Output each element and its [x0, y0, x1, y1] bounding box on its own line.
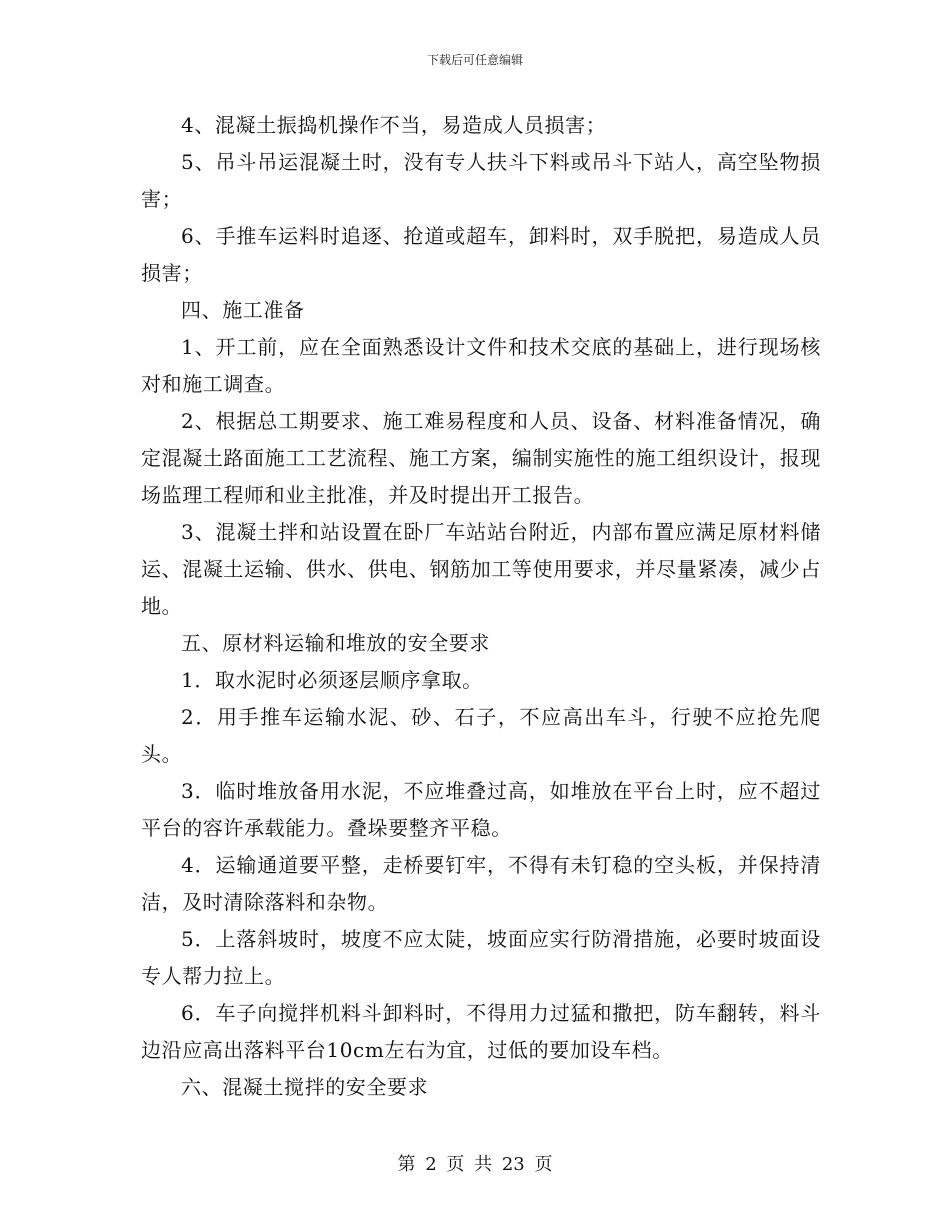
paragraph: 1．取水泥时必须逐层顺序拿取。 — [181, 668, 483, 692]
paragraph: 2．用手推车运输水泥、砂、石子，不应高出车斗，行驶不应抢先爬头。 — [141, 705, 821, 766]
paragraph: 6．车子向搅拌机料斗卸料时，不得用力过猛和撒把，防车翻转，料斗边沿应高出落料平台10cm左右为宜，过低的要加设车档。 — [141, 1001, 821, 1062]
paragraph: 4、混凝土振捣机操作不当，易造成人员损害； — [181, 113, 607, 137]
paragraph: 5．上落斜坡时，坡度不应太陡，坡面应实行防滑措施，必要时坡面设专人帮力拉上。 — [141, 927, 821, 988]
paragraph: 4．运输通道要平整，走桥要钉牢，不得有未钉稳的空头板，并保持清洁，及时清除落料和杂物。 — [141, 853, 821, 914]
section-heading: 四、施工准备 — [181, 298, 305, 322]
section-heading: 五、原材料运输和堆放的安全要求 — [181, 631, 490, 655]
page-header: 下载后可任意编辑 — [426, 53, 523, 67]
paragraph: 5、吊斗吊运混凝土时，没有专人扶斗下料或吊斗下站人，高空坠物损害； — [141, 150, 821, 211]
paragraph: 3、混凝土拌和站设置在卧厂车站站台附近，内部布置应满足原材料储运、混凝土运输、供水、供电、钢筋加工等使用要求，并尽量紧凑，减少占地。 — [141, 520, 821, 618]
section-heading: 六、混凝土搅拌的安全要求 — [181, 1075, 429, 1099]
paragraph: 3．临时堆放备用水泥，不应堆叠过高，如堆放在平台上时，应不超过平台的容许承载能力。叠垛要整齐平稳。 — [141, 779, 821, 840]
paragraph: 6、手推车运料时追逐、抢道或超车，卸料时，双手脱把，易造成人员损害； — [141, 224, 821, 285]
page-footer: 第 2 页 共 23 页 — [397, 1154, 553, 1175]
paragraph: 1、开工前，应在全面熟悉设计文件和技术交底的基础上，进行现场核对和施工调查。 — [141, 335, 821, 396]
paragraph: 2、根据总工期要求、施工难易程度和人员、设备、材料准备情况，确定混凝土路面施工工艺流程、施工方案，编制实施性的施工组织设计，报现场监理工程师和业主批准，并及时提出开工报告。 — [141, 409, 821, 507]
document-body — [141, 107, 821, 1106]
